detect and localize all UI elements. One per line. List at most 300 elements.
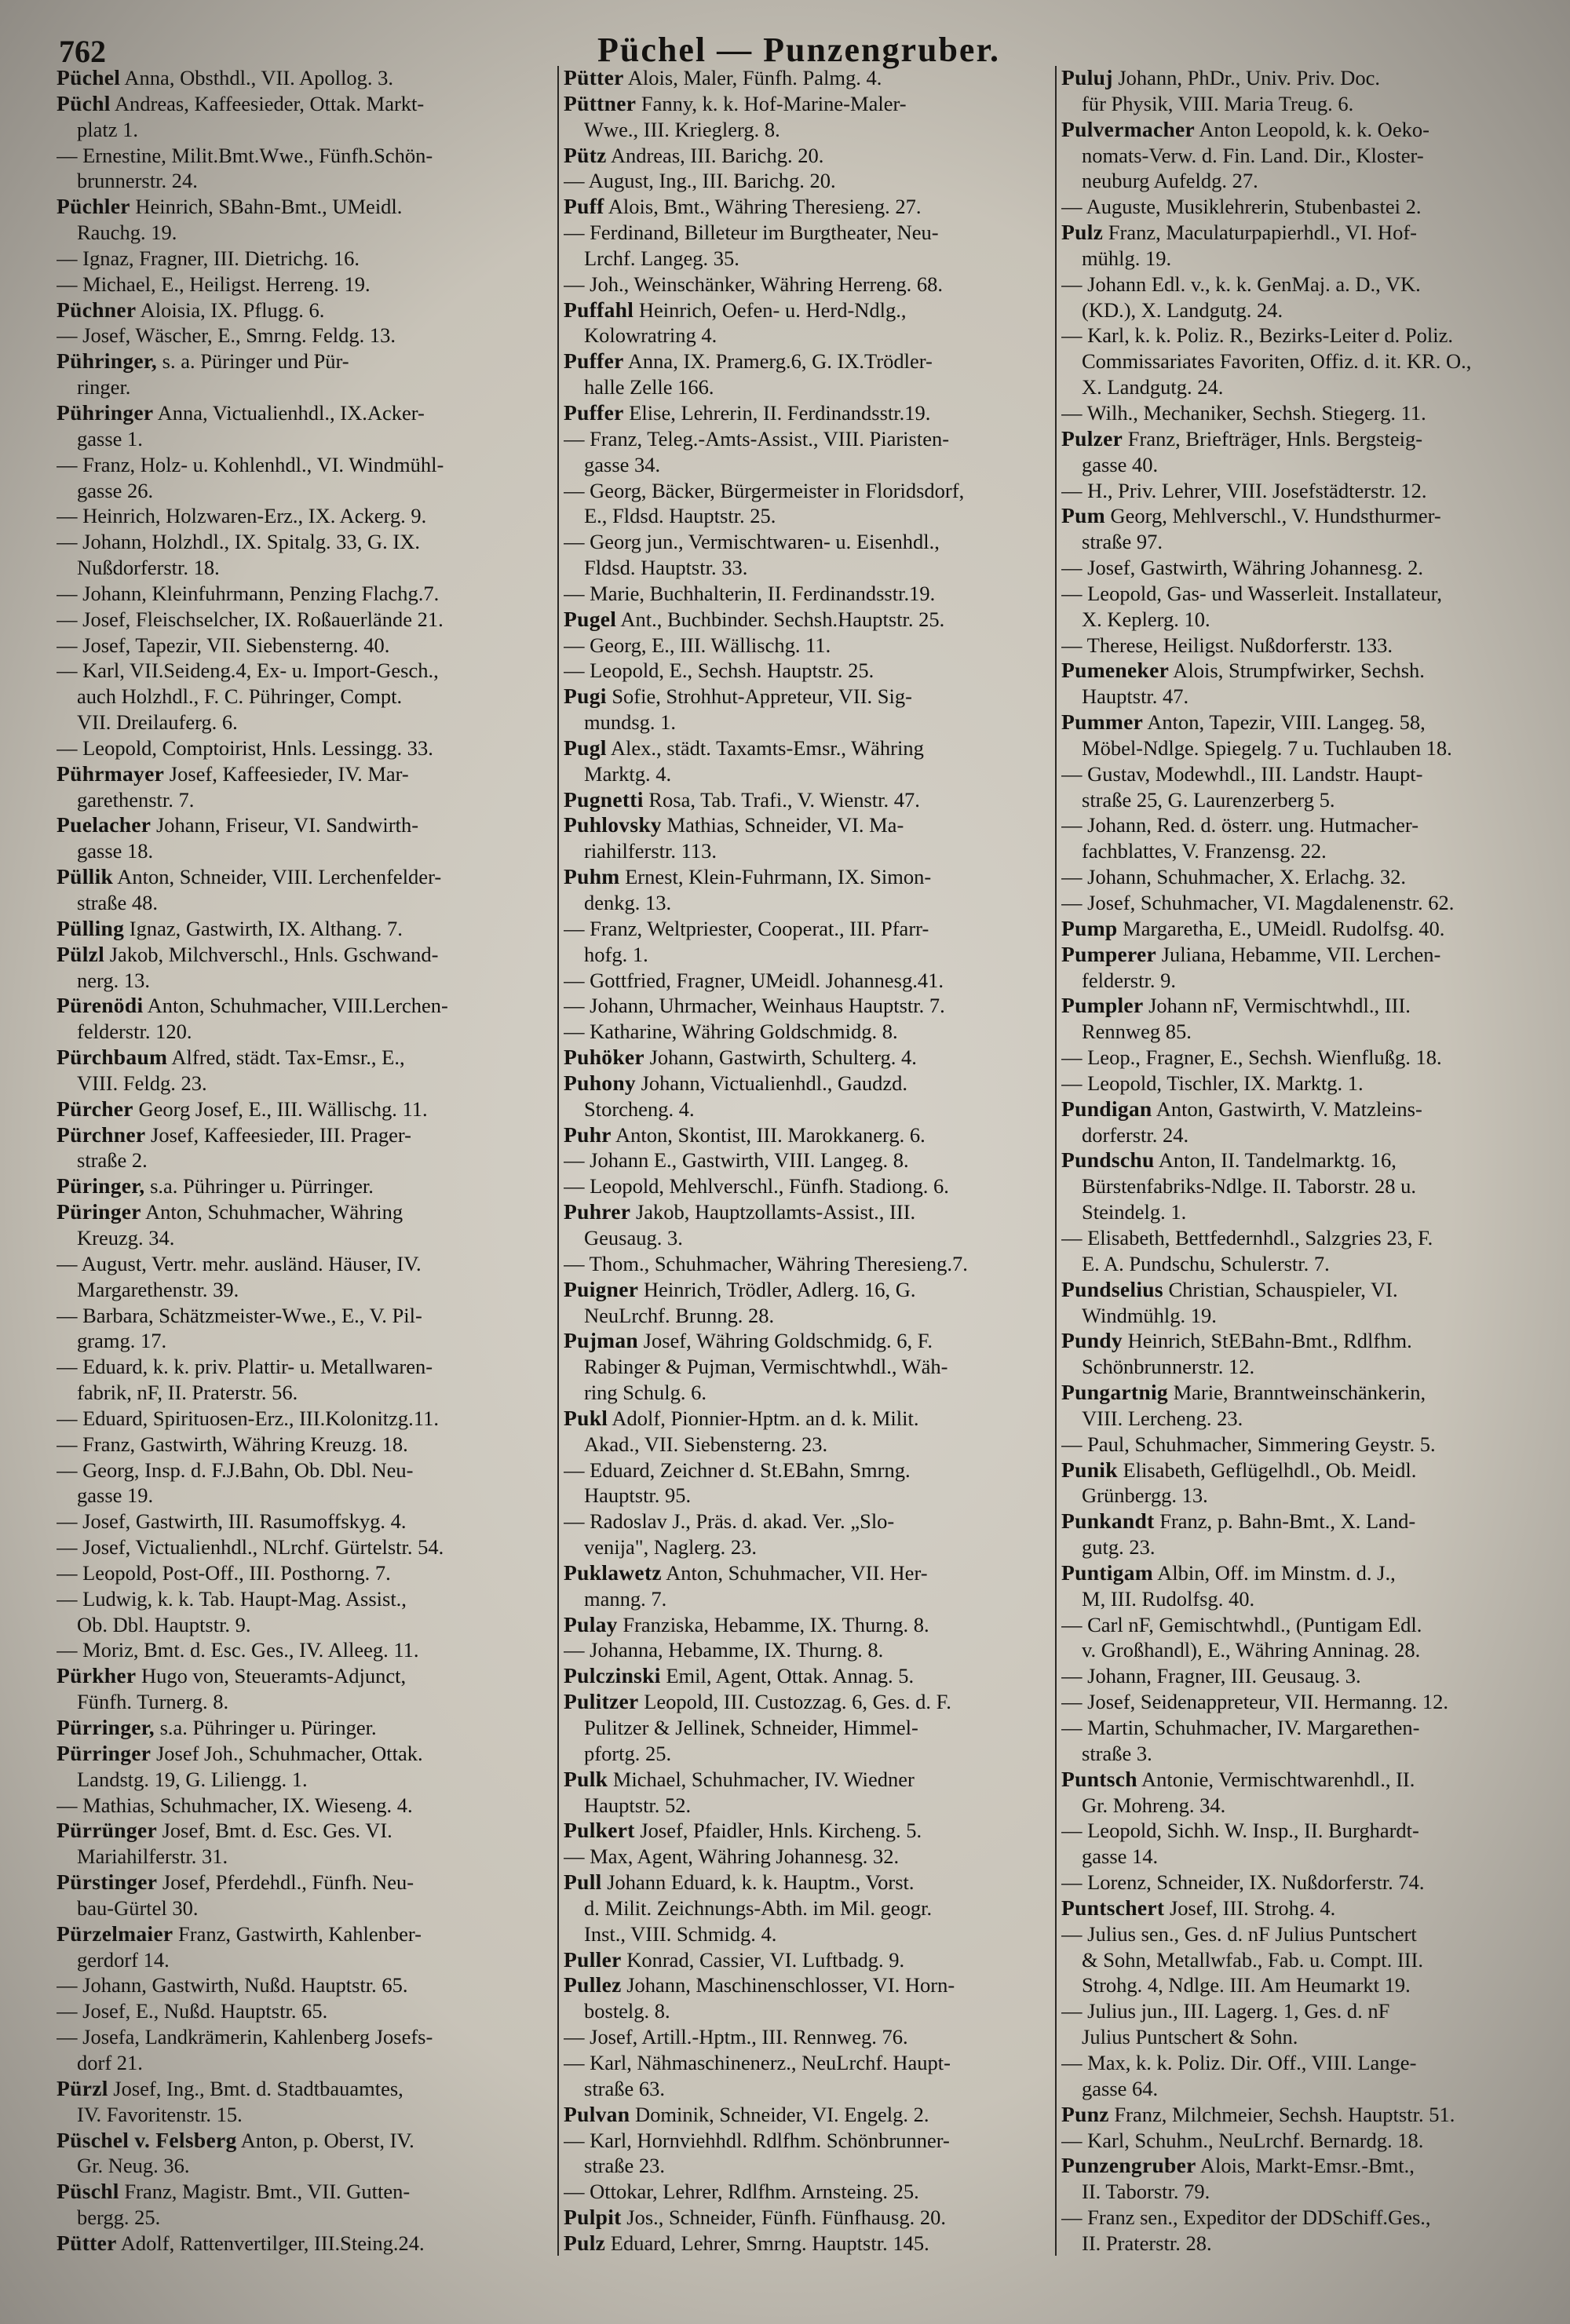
directory-line: [57, 891, 553, 914]
directory-line: [564, 272, 1050, 296]
directory-line: [57, 839, 553, 863]
entry-text: auch Holzhdl., F. C. Pühringer, Compt.: [77, 684, 403, 709]
entry-text: — Lorenz, Schneider, IX. Nußdorferstr. 74.: [1061, 1870, 1425, 1895]
entry-surname: Punkandt: [1061, 1509, 1155, 1534]
directory-line: [1061, 2025, 1557, 2049]
directory-line: [1061, 349, 1557, 373]
directory-line: [1061, 1304, 1557, 1327]
directory-line: [57, 1355, 553, 1378]
directory-line: [564, 2180, 1050, 2203]
entry-surname: Pulvan: [564, 2102, 630, 2126]
directory-line: [564, 659, 1050, 682]
directory-line: [1061, 633, 1557, 657]
directory-line: [57, 530, 553, 553]
entry-text: — Georg, Insp. d. F.J.Bahn, Ob. Dbl. Neu-: [57, 1458, 414, 1482]
directory-line: [57, 582, 553, 605]
directory-line: [564, 1768, 1050, 1791]
entry-surname: Pürcher: [57, 1096, 133, 1121]
directory-line: [57, 66, 553, 89]
entry-surname: Pulay: [564, 1612, 618, 1636]
directory-line: [564, 1200, 1050, 1224]
entry-text: NeuLrchf. Brunng. 28.: [584, 1303, 775, 1327]
directory-line: [564, 1304, 1050, 1327]
entry-text: — Moriz, Bmt. d. Esc. Ges., IV. Alleeg. 11.: [57, 1638, 419, 1662]
entry-text: Georg Josef, E., III. Wällischg. 11.: [138, 1096, 428, 1121]
entry-text: Antonie, Vermischtwarenhdl., II.: [1141, 1767, 1415, 1791]
entry-text: Fldsd. Hauptstr. 33.: [584, 556, 748, 580]
directory-line: [1061, 1587, 1557, 1611]
entry-text: & Sohn, Metallwfab., Fab. u. Compt. III.: [1082, 1947, 1423, 1972]
entry-text: — August, Ing., III. Barichg. 20.: [564, 169, 836, 193]
entry-surname: Pürzl: [57, 2076, 108, 2100]
directory-line: [1061, 2077, 1557, 2100]
directory-line: [564, 762, 1050, 786]
entry-text: Albin, Off. im Minstm. d. J.,: [1157, 1560, 1396, 1585]
directory-line: [1061, 1716, 1557, 1739]
directory-line: [1061, 1483, 1557, 1507]
entry-text: Mathias, Schneider, VI. Ma-: [666, 813, 904, 837]
directory-line: [57, 1226, 553, 1250]
entry-surname: Pugl: [564, 735, 607, 760]
directory-line: [564, 865, 1050, 888]
entry-text: venija", Naglerg. 23.: [584, 1535, 758, 1560]
column-divider: [1055, 66, 1057, 2256]
entry-text: Rosa, Tab. Trafi., V. Wienstr. 47.: [648, 787, 920, 812]
entry-text: — Johann, Fragner, III. Geusaug. 3.: [1061, 1664, 1361, 1688]
entry-text: — Radoslav J., Präs. d. akad. Ver. „Slo-: [564, 1509, 895, 1534]
entry-text: Julius Puntschert & Sohn.: [1082, 2025, 1298, 2049]
entry-text: Rauchg. 19.: [77, 221, 177, 245]
directory-line: [564, 1252, 1050, 1275]
entry-surname: Pulz: [1061, 221, 1104, 245]
entry-text: Alfred, städt. Tax-Emsr., E.,: [171, 1045, 405, 1070]
entry-text: VIII. Lercheng. 23.: [1082, 1406, 1243, 1430]
directory-line: [1061, 1793, 1557, 1817]
entry-text: — Gottfried, Fragner, UMeidl. Johannesg.41.: [564, 968, 944, 992]
directory-line: [57, 1200, 553, 1224]
entry-text: — Ignaz, Fragner, III. Dietrichg. 16.: [57, 246, 360, 270]
entry-text: — Josefa, Landkrämerin, Kahlenberg Josefs-: [57, 2025, 433, 2049]
directory-line: [57, 221, 553, 244]
directory-line: [1061, 1432, 1557, 1456]
entry-text: — Franz, Holz- u. Kohlenhdl., VI. Windmühl-: [57, 452, 444, 476]
entry-text: — Ferdinand, Billeteur im Burgtheater, Neu-: [564, 221, 939, 245]
entry-text: nerg. 13.: [77, 968, 150, 992]
entry-text: Leopold, III. Custozzag. 6, Ges. d. F.: [644, 1690, 951, 1714]
directory-line: [564, 2154, 1050, 2177]
entry-surname: Pumperer: [1061, 942, 1157, 966]
entry-text: — Karl, Nähmaschinenerz., NeuLrchf. Haupt-: [564, 2050, 951, 2074]
entry-surname: Pumpler: [1061, 994, 1144, 1018]
entry-text: Josef Joh., Schuhmacher, Ottak.: [155, 1741, 423, 1765]
entry-text: ringer.: [77, 375, 131, 399]
entry-text: — Josef, Gastwirth, Währing Johannesg. 2.: [1061, 556, 1423, 580]
directory-line: [57, 1896, 553, 1920]
entry-text: — Johann, Holzhdl., IX. Spitalg. 33, G. IX.: [57, 530, 420, 554]
entry-text: — Karl, Schuhm., NeuLrchf. Bernardg. 18.: [1061, 2128, 1424, 2152]
entry-surname: Pumeneker: [1061, 659, 1170, 683]
entry-surname: Pullez: [564, 1973, 622, 1997]
entry-surname: Punz: [1061, 2102, 1109, 2126]
entry-text: Wwe., III. Krieglerg. 8.: [584, 117, 780, 141]
directory-line: [1061, 736, 1557, 760]
entry-surname: Pülling: [57, 916, 125, 940]
directory-line: [564, 2103, 1050, 2126]
directory-line: [57, 1870, 553, 1894]
entry-text: — Ernestine, Milit.Bmt.Wwe., Fünfh.Schön-: [57, 143, 433, 167]
directory-line: [57, 118, 553, 141]
entry-text: gasse 18.: [77, 839, 154, 863]
directory-line: [1061, 762, 1557, 786]
entry-text: s.a. Pühringer u. Pürringer.: [150, 1174, 374, 1198]
entry-text: dorferstr. 24.: [1082, 1122, 1189, 1147]
directory-line: [57, 1613, 553, 1636]
entry-surname: Puklawetz: [564, 1560, 662, 1585]
directory-line: [564, 839, 1050, 863]
entry-text: — Wilh., Mechaniker, Sechsh. Stiegerg. 11.: [1061, 400, 1426, 425]
entry-text: Andreas, Kaffeesieder, Ottak. Markt-: [114, 91, 425, 115]
entry-text: Alois, Maler, Fünfh. Palmg. 4.: [627, 66, 882, 89]
directory-line: [564, 221, 1050, 244]
directory-line: [1061, 375, 1557, 399]
entry-surname: Pulkert: [564, 1819, 635, 1843]
entry-text: — Martin, Schuhmacher, IV. Margarethen-: [1061, 1716, 1420, 1739]
entry-text: bergg. 25.: [77, 2205, 161, 2230]
directory-line: [1061, 1819, 1557, 1842]
directory-line: [57, 1071, 553, 1095]
directory-line: [1061, 1329, 1557, 1352]
directory-line: [57, 633, 553, 657]
entry-text: s. a. Püringer und Pür-: [162, 349, 349, 374]
directory-line: [1061, 2051, 1557, 2074]
directory-line: [57, 1690, 553, 1713]
entry-text: garethenstr. 7.: [77, 787, 195, 812]
entry-text: — Josef, Tapezir, VII. Siebensterng. 40.: [57, 633, 390, 657]
entry-surname: Pürstinger: [57, 1870, 158, 1895]
directory-line: [1061, 865, 1557, 888]
directory-line: [57, 1458, 553, 1482]
entry-text: Josef, Kaffeesieder, III. Prager-: [151, 1122, 411, 1147]
entry-text: manng. 7.: [584, 1586, 667, 1611]
directory-line: [1061, 1509, 1557, 1533]
entry-text: — Gustav, Modewhdl., III. Landstr. Haupt-: [1061, 761, 1423, 786]
entry-text: Alex., städt. Taxamts-Emsr., Währing: [610, 735, 924, 760]
directory-line: [1061, 969, 1557, 992]
directory-line: [57, 736, 553, 760]
directory-line: [57, 556, 553, 579]
entry-surname: Püringer: [57, 1200, 141, 1224]
directory-line: [564, 1973, 1050, 1997]
entry-text: Josef, Pferdehdl., Fünfh. Neu-: [162, 1870, 414, 1895]
directory-line: [564, 66, 1050, 89]
directory-line: [1061, 1973, 1557, 1997]
directory-line: [1061, 1200, 1557, 1224]
directory-line: [1061, 221, 1557, 244]
entry-text: — Karl, Hornviehhdl. Rdlfhm. Schönbrunner-: [564, 2128, 950, 2152]
directory-line: [564, 1329, 1050, 1352]
entry-text: Gr. Neug. 36.: [77, 2154, 190, 2178]
directory-line: [1061, 1226, 1557, 1250]
directory-line: [564, 1071, 1050, 1095]
directory-line: [1061, 2129, 1557, 2152]
directory-line: [1061, 298, 1557, 322]
entry-text: Möbel-Ndlge. Spiegelg. 7 u. Tuchlauben 18.: [1082, 735, 1452, 760]
entry-text: — Georg, E., III. Wällischg. 11.: [564, 633, 831, 657]
entry-surname: Püschl: [57, 2180, 119, 2204]
entry-surname: Pütter: [57, 2231, 117, 2255]
directory-line: [564, 582, 1050, 605]
entry-surname: Püringer,: [57, 1174, 145, 1198]
directory-line: [1061, 556, 1557, 579]
entry-text: Fanny, k. k. Hof-Marine-Maler-: [641, 91, 907, 115]
directory-line: [57, 1406, 553, 1430]
directory-line: [564, 1020, 1050, 1043]
directory-line: [57, 1948, 553, 1972]
entry-surname: Pukl: [564, 1406, 608, 1430]
directory-line: [564, 1793, 1050, 1817]
entry-text: Kolowratring 4.: [584, 323, 717, 348]
entry-text: — Max, Agent, Währing Johannesg. 32.: [564, 1844, 900, 1869]
entry-text: Anna, Obsthdl., VII. Apollog. 3.: [124, 66, 393, 89]
directory-line: [564, 1432, 1050, 1456]
directory-line: [564, 710, 1050, 734]
entry-surname: Püschel v. Felsberg: [57, 2128, 237, 2152]
entry-surname: Puntsch: [1061, 1767, 1137, 1791]
directory-line: [564, 607, 1050, 631]
entry-surname: Puhöker: [564, 1045, 644, 1070]
entry-text: Margarethenstr. 39.: [77, 1277, 239, 1301]
entry-surname: Pump: [1061, 916, 1118, 940]
entry-text: Josef, Bmt. d. Esc. Ges. VI.: [162, 1819, 392, 1843]
entry-text: Rennweg 85.: [1082, 1020, 1192, 1044]
directory-line: [564, 1638, 1050, 1662]
directory-line: [564, 2025, 1050, 2049]
directory-line: [57, 1973, 553, 1997]
directory-line: [1061, 1123, 1557, 1147]
entry-surname: Puhlovsky: [564, 813, 662, 837]
entry-text: Kreuzg. 34.: [77, 1225, 175, 1250]
directory-line: [1061, 272, 1557, 296]
entry-text: — Michael, E., Heiligst. Herreng. 19.: [57, 272, 371, 296]
directory-line: [1061, 1252, 1557, 1275]
entry-text: M, III. Rudolfsg. 40.: [1082, 1586, 1255, 1611]
entry-text: d. Milit. Zeichnungs-Abth. im Mil. geogr.: [584, 1895, 933, 1920]
entry-text: straße 97.: [1082, 530, 1163, 554]
entry-text: Juliana, Hebamme, VII. Lerchen-: [1161, 942, 1441, 966]
entry-text: — Franz, Weltpriester, Cooperat., III. Pfarr-: [564, 916, 929, 940]
entry-surname: Pürrünger: [57, 1819, 157, 1843]
entry-text: Jakob, Milchverschl., Hnls. Gschwand-: [109, 942, 439, 966]
directory-line: [564, 1045, 1050, 1069]
entry-text: — Franz, Teleg.-Amts-Assist., VIII. Piaristen-: [564, 426, 950, 451]
directory-line: [57, 375, 553, 399]
directory-line: [57, 144, 553, 167]
directory-line: [57, 2077, 553, 2100]
entry-surname: Pürkher: [57, 1664, 137, 1688]
entry-text: — Julius jun., III. Lagerg. 1, Ges. d. nF: [1061, 1999, 1390, 2023]
directory-line: [57, 349, 553, 373]
entry-text: platz 1.: [77, 117, 138, 141]
entry-text: Marie, Branntweinschänkerin,: [1173, 1381, 1426, 1405]
entry-text: — Ludwig, k. k. Tab. Haupt-Mag. Assist.,: [57, 1586, 407, 1611]
directory-line: [57, 1252, 553, 1275]
directory-line: [564, 427, 1050, 451]
directory-line: [564, 169, 1050, 192]
directory-line: [1061, 195, 1557, 218]
entry-text: s.a. Pühringer u. Püringer.: [159, 1716, 377, 1739]
directory-line: [57, 323, 553, 347]
entry-text: — Eduard, Zeichner d. St.EBahn, Smrng.: [564, 1458, 911, 1482]
directory-line: [57, 2025, 553, 2049]
entry-text: — Johann, Red. d. österr. ung. Hutmacher-: [1061, 813, 1419, 837]
entry-text: — Thom., Schuhmacher, Währing Theresieng.7.: [564, 1251, 968, 1275]
entry-text: — Max, k. k. Poliz. Dir. Off., VIII. Lange-: [1061, 2050, 1417, 2074]
entry-text: Commissariates Favoriten, Offiz. d. it. KR. O.,: [1082, 349, 1472, 374]
entry-surname: Pulzer: [1061, 426, 1123, 451]
directory-line: [57, 1768, 553, 1791]
entry-text: VII. Dreilauferg. 6.: [77, 710, 238, 735]
directory-line: [57, 1278, 553, 1301]
directory-line: [1061, 479, 1557, 502]
entry-surname: Pugel: [564, 607, 617, 631]
entry-text: gutg. 23.: [1082, 1535, 1156, 1560]
entry-text: — Johann, Uhrmacher, Weinhaus Hauptstr. 7.: [564, 994, 945, 1018]
entry-surname: Pujman: [564, 1329, 639, 1353]
entry-surname: Puntigam: [1061, 1560, 1153, 1585]
directory-line: [1061, 504, 1557, 527]
entry-surname: Puller: [564, 1947, 622, 1972]
directory-line: [564, 2051, 1050, 2074]
directory-line: [564, 1458, 1050, 1482]
directory-line: [564, 1381, 1050, 1404]
entry-surname: Pürzelmaier: [57, 1921, 173, 1946]
entry-text: Sofie, Strohhut-Appreteur, VII. Sig-: [612, 684, 912, 709]
entry-text: Franz, Maculaturpapierhdl., VI. Hof-: [1108, 221, 1417, 245]
entry-text: ring Schulg. 6.: [584, 1381, 707, 1405]
entry-text: straße 48.: [77, 891, 159, 914]
entry-text: hofg. 1.: [584, 942, 648, 966]
entry-text: II. Praterstr. 28.: [1082, 2231, 1212, 2255]
directory-line: [57, 1587, 553, 1611]
entry-text: halle Zelle 166.: [584, 375, 714, 399]
entry-text: gasse 64.: [1082, 2076, 1159, 2100]
directory-line: [1061, 994, 1557, 1017]
entry-text: Michael, Schuhmacher, IV. Wiedner: [612, 1767, 915, 1791]
entry-text: Eduard, Lehrer, Smrng. Hauptstr. 145.: [610, 2231, 929, 2255]
directory-line: [564, 453, 1050, 476]
entry-text: Mariahilferstr. 31.: [77, 1844, 228, 1869]
entry-text: — Leop., Fragner, E., Sechsh. Wienflußg. 18.: [1061, 1045, 1442, 1070]
entry-text: Franz, Gastwirth, Kahlenber-: [178, 1921, 422, 1946]
entry-text: — Leopold, Post-Off., III. Posthorng. 7.: [57, 1560, 391, 1585]
directory-column-1: [57, 66, 553, 2256]
directory-line: [57, 169, 553, 192]
entry-text: bau-Gürtel 30.: [77, 1895, 199, 1920]
directory-line: [1061, 1097, 1557, 1121]
directory-line: [57, 607, 553, 631]
directory-line: [1061, 2103, 1557, 2126]
entry-text: — Franz sen., Expeditor der DDSchiff.Ges.,: [1061, 2205, 1431, 2230]
directory-line: [57, 1483, 553, 1507]
directory-line: [1061, 2180, 1557, 2203]
entry-text: Bürstenfabriks-Ndlge. II. Taborstr. 28 u.: [1082, 1174, 1416, 1198]
entry-text: — Karl, VII.Seideng.4, Ex- u. Import-Gesch.,: [57, 659, 439, 683]
directory-line: [57, 2154, 553, 2177]
entry-text: v. Großhandl), E., Währing Anninag. 28.: [1082, 1638, 1421, 1662]
entry-text: Andreas, III. Barichg. 20.: [610, 143, 824, 167]
directory-line: [1061, 1561, 1557, 1585]
entry-text: Josef, Kaffeesieder, IV. Mar-: [169, 761, 409, 786]
entry-text: — Johann, Gastwirth, Nußd. Hauptstr. 65.: [57, 1973, 408, 1997]
directory-column-3: [1061, 66, 1557, 2256]
directory-line: [57, 762, 553, 786]
entry-text: Akad., VII. Siebensterng. 23.: [584, 1432, 828, 1456]
page-number: 762: [59, 34, 106, 69]
entry-text: dorf 21.: [77, 2050, 143, 2074]
entry-text: — Barbara, Schätzmeister-Wwe., E., V. Pil-: [57, 1303, 422, 1327]
directory-line: [1061, 1020, 1557, 1043]
entry-text: Nußdorferstr. 18.: [77, 556, 220, 580]
directory-line: [57, 865, 553, 888]
entry-text: IV. Favoritenstr. 15.: [77, 2102, 243, 2126]
entry-text: E. A. Pundschu, Schulerstr. 7.: [1082, 1251, 1330, 1275]
entry-text: neuburg Aufeldg. 27.: [1082, 169, 1258, 193]
entry-surname: Pundselius: [1061, 1277, 1163, 1301]
directory-line: [564, 736, 1050, 760]
entry-text: Christian, Schauspieler, VI.: [1168, 1277, 1398, 1301]
directory-line: [564, 1716, 1050, 1739]
directory-line: [57, 1922, 553, 1946]
entry-text: nomats-Verw. d. Fin. Land. Dir., Kloster-: [1082, 143, 1424, 167]
directory-line: [1061, 582, 1557, 605]
entry-text: Landstg. 19, G. Liliengg. 1.: [77, 1767, 308, 1791]
directory-line: [1061, 1742, 1557, 1765]
directory-column-2: [564, 66, 1050, 2256]
directory-line: [57, 1329, 553, 1352]
directory-line: [1061, 2231, 1557, 2255]
entry-surname: Pulitzer: [564, 1690, 639, 1714]
entry-text: Franz, Milchmeier, Sechsh. Hauptstr. 51.: [1114, 2102, 1455, 2126]
entry-text: Emil, Agent, Ottak. Annag. 5.: [666, 1664, 915, 1688]
directory-line: [564, 375, 1050, 399]
directory-line: [1061, 659, 1557, 682]
entry-text: — Eduard, k. k. priv. Plattir- u. Metallwaren-: [57, 1355, 433, 1379]
entry-text: Anna, Victualienhdl., IX.Acker-: [157, 400, 425, 425]
entry-text: — Josef, Fleischselcher, IX. Roßauerlände 21.: [57, 607, 444, 631]
directory-line: [1061, 891, 1557, 914]
directory-line: [564, 530, 1050, 553]
directory-line: [57, 1819, 553, 1842]
directory-line: [1061, 1922, 1557, 1946]
directory-line: [564, 195, 1050, 218]
directory-line: [57, 2231, 553, 2255]
entry-surname: Puffer: [564, 349, 624, 374]
entry-text: brunnerstr. 24.: [77, 169, 198, 193]
entry-surname: Pürchner: [57, 1122, 146, 1147]
entry-surname: Püllik: [57, 865, 114, 889]
directory-line: [57, 659, 553, 682]
entry-text: fabrik, nF, II. Praterstr. 56.: [77, 1381, 298, 1405]
directory-line: [1061, 92, 1557, 115]
directory-line: [564, 633, 1050, 657]
column-divider: [557, 66, 559, 2256]
directory-line: [57, 1742, 553, 1765]
entry-text: Anton, Schuhmacher, Währing: [144, 1200, 403, 1224]
entry-surname: Puhony: [564, 1071, 636, 1095]
entry-text: felderstr. 120.: [77, 1020, 192, 1044]
entry-surname: Pürchbaum: [57, 1045, 168, 1070]
entry-text: Johann, Victualienhdl., Gaudzd.: [641, 1071, 908, 1095]
